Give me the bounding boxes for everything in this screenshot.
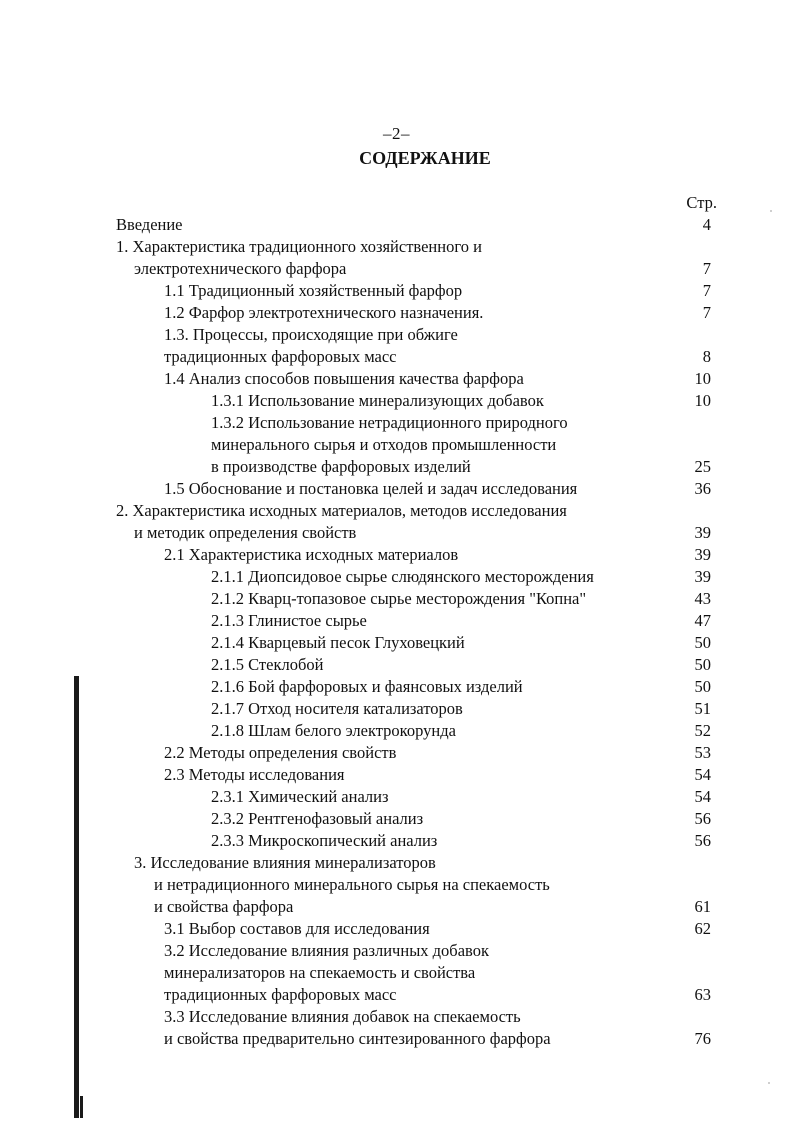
toc-entry-page: 50 — [694, 633, 711, 652]
toc-entry-page: 39 — [694, 545, 711, 564]
toc-entry-page: 25 — [694, 457, 711, 476]
toc-entry — [0, 676, 793, 698]
toc-entry-page: 76 — [694, 1029, 711, 1048]
toc-entry-page: 53 — [694, 743, 711, 762]
toc-entry — [0, 962, 793, 984]
page-column-header-row — [0, 192, 793, 214]
toc-entry-title: и свойства предварительно синтезированного фарфора — [164, 1029, 551, 1048]
toc-entry — [0, 1006, 793, 1028]
toc-entry-page: 7 — [702, 303, 711, 322]
toc-entry-page: 7 — [702, 259, 711, 278]
toc-entry — [0, 390, 793, 412]
toc-entry-page: 10 — [694, 391, 711, 410]
toc-entry-title: традиционных фарфоровых масс — [164, 347, 397, 366]
toc-entry-title: 1.5 Обоснование и постановка целей и задач исследования — [164, 479, 578, 498]
toc-entry — [0, 896, 793, 918]
toc-entry-title: Введение — [116, 215, 183, 234]
toc-entry-title: и методик определения свойств — [134, 523, 357, 542]
toc-entry — [0, 500, 793, 522]
toc-entry-title: 2.3.1 Химический анализ — [211, 787, 389, 806]
toc-entry — [0, 456, 793, 478]
toc-entry-title: 1.1 Традиционный хозяйственный фарфор — [164, 281, 463, 300]
toc-entry-title: 3.3 Исследование влияния добавок на спекаемость — [164, 1007, 521, 1026]
toc-entry-page: 52 — [694, 721, 711, 740]
toc-entry-title: и нетрадиционного минерального сырья на спекаемость — [154, 875, 550, 894]
toc-entry — [0, 280, 793, 302]
toc-entry-title: 1.3.1 Использование минерализующих добавок — [211, 391, 544, 410]
toc-entry — [0, 654, 793, 676]
toc-entry — [0, 544, 793, 566]
toc-entry-page: 61 — [694, 897, 711, 916]
toc-entry-title: 2.1.5 Стеклобой — [211, 655, 324, 674]
toc-entry-title: 2.1.7 Отход носителя катализаторов — [211, 699, 463, 718]
toc-entry-page: 54 — [694, 765, 711, 784]
toc-entry-page: 50 — [694, 655, 711, 674]
toc-entry — [0, 346, 793, 368]
toc-entry — [0, 258, 793, 280]
toc-entry — [0, 720, 793, 742]
toc-entry — [0, 742, 793, 764]
toc-entry — [0, 478, 793, 500]
toc-entry-title: 2. Характеристика исходных материалов, методов исследования — [116, 501, 567, 520]
toc-entry-page: 39 — [694, 567, 711, 586]
toc-entry — [0, 940, 793, 962]
toc-entry — [0, 324, 793, 346]
page-number: –2– — [383, 124, 410, 143]
toc-entry-page: 36 — [694, 479, 711, 498]
toc-entry — [0, 830, 793, 852]
toc-entry — [0, 522, 793, 544]
toc-entry-title: и свойства фарфора — [154, 897, 294, 916]
toc-entry-title: 1. Характеристика традиционного хозяйственного и — [116, 237, 482, 256]
toc-entry — [0, 434, 793, 456]
toc-entry — [0, 368, 793, 390]
toc-entry-page: 51 — [694, 699, 711, 718]
toc-entry-title: 3. Исследование влияния минерализаторов — [134, 853, 436, 872]
toc-entry-title: в производстве фарфоровых изделий — [211, 457, 471, 476]
toc-entry-title: 1.2 Фарфор электротехнического назначения. — [164, 303, 484, 322]
toc-entry-page: 7 — [702, 281, 711, 300]
toc-entry-title: 2.2 Методы определения свойств — [164, 743, 397, 762]
toc-entry-title: минерализаторов на спекаемость и свойства — [164, 963, 476, 982]
toc-entry-page: 56 — [694, 809, 711, 828]
toc-entry — [0, 610, 793, 632]
scan-speck — [770, 210, 772, 212]
table-of-contents — [0, 192, 793, 1050]
toc-entry-title: 3.2 Исследование влияния различных добавок — [164, 941, 489, 960]
toc-entry-title: 2.1.1 Диопсидовое сырье слюдянского месторождения — [211, 567, 594, 586]
toc-entry-page: 4 — [702, 215, 711, 234]
page-column-header: Стр. — [686, 193, 717, 212]
toc-entry — [0, 588, 793, 610]
toc-entry-title: 2.1.4 Кварцевый песок Глуховецкий — [211, 633, 465, 652]
toc-entry-title: 1.3. Процессы, происходящие при обжиге — [164, 325, 458, 344]
scan-speck — [768, 1082, 770, 1084]
toc-entry-page: 10 — [694, 369, 711, 388]
toc-entry-page: 8 — [702, 347, 711, 366]
toc-entry-title: 2.1.6 Бой фарфоровых и фаянсовых изделий — [211, 677, 523, 696]
toc-entry-title: электротехнического фарфора — [134, 259, 347, 278]
toc-entry-title: 2.1.3 Глинистое сырье — [211, 611, 367, 630]
toc-entry — [0, 918, 793, 940]
toc-entry-title: 2.1.2 Кварц-топазовое сырье месторождения "Копна" — [211, 589, 587, 608]
toc-entry-page: 62 — [694, 919, 711, 938]
toc-entry-page: 50 — [694, 677, 711, 696]
binding-edge-mark — [74, 676, 79, 1118]
toc-entry — [0, 566, 793, 588]
toc-entry-title: 2.3.2 Рентгенофазовый анализ — [211, 809, 424, 828]
toc-entry-page: 39 — [694, 523, 711, 542]
toc-entry-page: 54 — [694, 787, 711, 806]
binding-edge-mark-tail — [80, 1096, 83, 1118]
toc-entry-page: 43 — [694, 589, 711, 608]
toc-entry-title: 2.1 Характеристика исходных материалов — [164, 545, 459, 564]
toc-entry-page: 56 — [694, 831, 711, 850]
toc-entry-title: 2.3.3 Микроскопический анализ — [211, 831, 438, 850]
toc-entry-title: традиционных фарфоровых масс — [164, 985, 397, 1004]
toc-entry — [0, 214, 793, 236]
toc-entry-title: 2.3 Методы исследования — [164, 765, 345, 784]
toc-entry — [0, 412, 793, 434]
toc-entry-title: 1.4 Анализ способов повышения качества фарфора — [164, 369, 524, 388]
toc-entry — [0, 698, 793, 720]
toc-entry-title: 3.1 Выбор составов для исследования — [164, 919, 430, 938]
toc-entry — [0, 984, 793, 1006]
toc-entry — [0, 786, 793, 808]
toc-entry — [0, 1028, 793, 1050]
toc-entry — [0, 236, 793, 258]
toc-entry-title: минерального сырья и отходов промышленности — [211, 435, 557, 454]
toc-entry — [0, 302, 793, 324]
toc-entry — [0, 808, 793, 830]
toc-entry-title: 1.3.2 Использование нетрадиционного природного — [211, 413, 568, 432]
toc-entry-page: 47 — [694, 611, 711, 630]
document-title: СОДЕРЖАНИЕ — [359, 148, 491, 168]
toc-entry-title: 2.1.8 Шлам белого электрокорунда — [211, 721, 456, 740]
toc-entry — [0, 764, 793, 786]
toc-entry — [0, 632, 793, 654]
toc-entry — [0, 852, 793, 874]
toc-entry — [0, 874, 793, 896]
toc-entry-page: 63 — [694, 985, 711, 1004]
